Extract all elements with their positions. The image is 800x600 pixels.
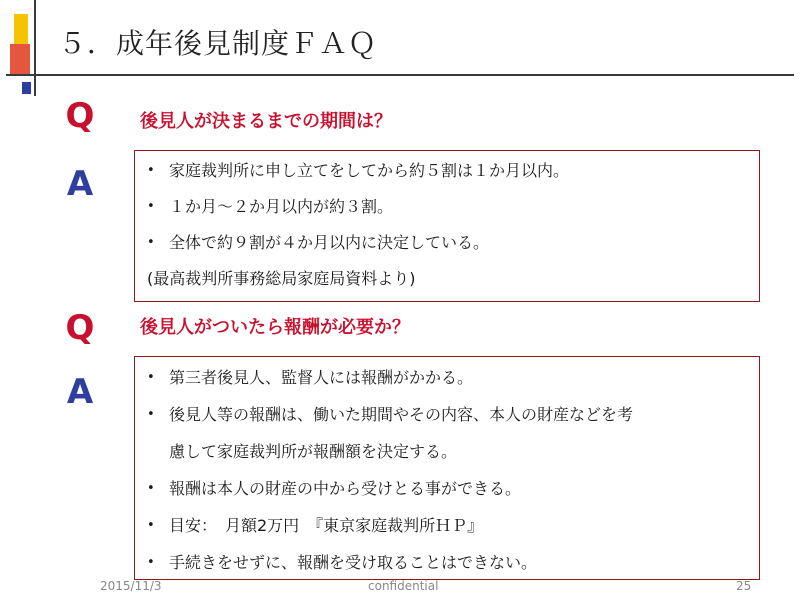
footer-date: 2015/11/3	[100, 579, 162, 593]
question-2: 後見人がついたら報酬が必要か？	[140, 317, 410, 338]
answer-marker-1: A	[66, 164, 94, 204]
answer-item	[143, 396, 749, 433]
answer-text: 後見人等の報酬は、働いた期間やその内容、本人の財産などを考	[169, 405, 634, 424]
answer-item	[143, 544, 749, 581]
bullet-icon: •	[147, 407, 155, 422]
bullet-icon: •	[147, 235, 155, 250]
answer-text: １か月～２か月以内が約３割。	[169, 197, 394, 216]
answer-text: 全体で約９割が４か月以内に決定している。	[169, 233, 490, 252]
question-marker-1: Q	[65, 96, 95, 136]
answer-marker-2: A	[66, 372, 94, 412]
answer-list-2	[143, 359, 749, 581]
decor-vertical-line	[34, 0, 36, 96]
answer-text: 家庭裁判所に申し立てをしてから約５割は１か月以内。	[169, 161, 570, 180]
bullet-icon: •	[147, 481, 155, 496]
bullet-icon: •	[147, 518, 155, 533]
bullet-icon: •	[147, 555, 155, 570]
decor-yellow-block	[14, 14, 28, 48]
answer-item-continuation	[143, 433, 749, 470]
decor-red-block	[10, 44, 30, 74]
bullet-icon: •	[147, 199, 155, 214]
answer-text: 報酬は本人の財産の中から受けとる事ができる。	[169, 479, 522, 498]
answer-item	[143, 507, 749, 544]
bullet-icon: •	[147, 163, 155, 178]
slide-title: ５．成年後見制度ＦＡＱ	[58, 27, 378, 60]
answer-item	[143, 359, 749, 396]
answer-text: 目安： 月額2万円 『東京家庭裁判所ＨＰ』	[169, 516, 484, 535]
footer-confidential: confidential	[368, 579, 439, 593]
title-underline	[6, 74, 794, 76]
answer-item	[143, 153, 749, 189]
bullet-icon: •	[147, 370, 155, 385]
decor-blue-block	[22, 82, 31, 94]
answer-item	[143, 470, 749, 507]
question-marker-2: Q	[65, 308, 95, 348]
answer-text: 慮して家庭裁判所が報酬額を決定する。	[169, 442, 458, 461]
page-number: 25	[736, 579, 752, 593]
question-1: 後見人が決まるまでの期間は？	[140, 111, 392, 132]
answer-item	[143, 189, 749, 225]
answer-item	[143, 225, 749, 261]
source-note: (最高裁判所事務総局家庭局資料より)	[147, 269, 416, 288]
answer-text: 手続きをせずに、報酬を受け取ることはできない。	[169, 553, 538, 572]
answer-text: 第三者後見人、監督人には報酬がかかる。	[169, 368, 474, 387]
answer-box-1	[134, 150, 760, 302]
answer-box-2	[134, 356, 760, 580]
answer-list-1	[143, 153, 749, 261]
